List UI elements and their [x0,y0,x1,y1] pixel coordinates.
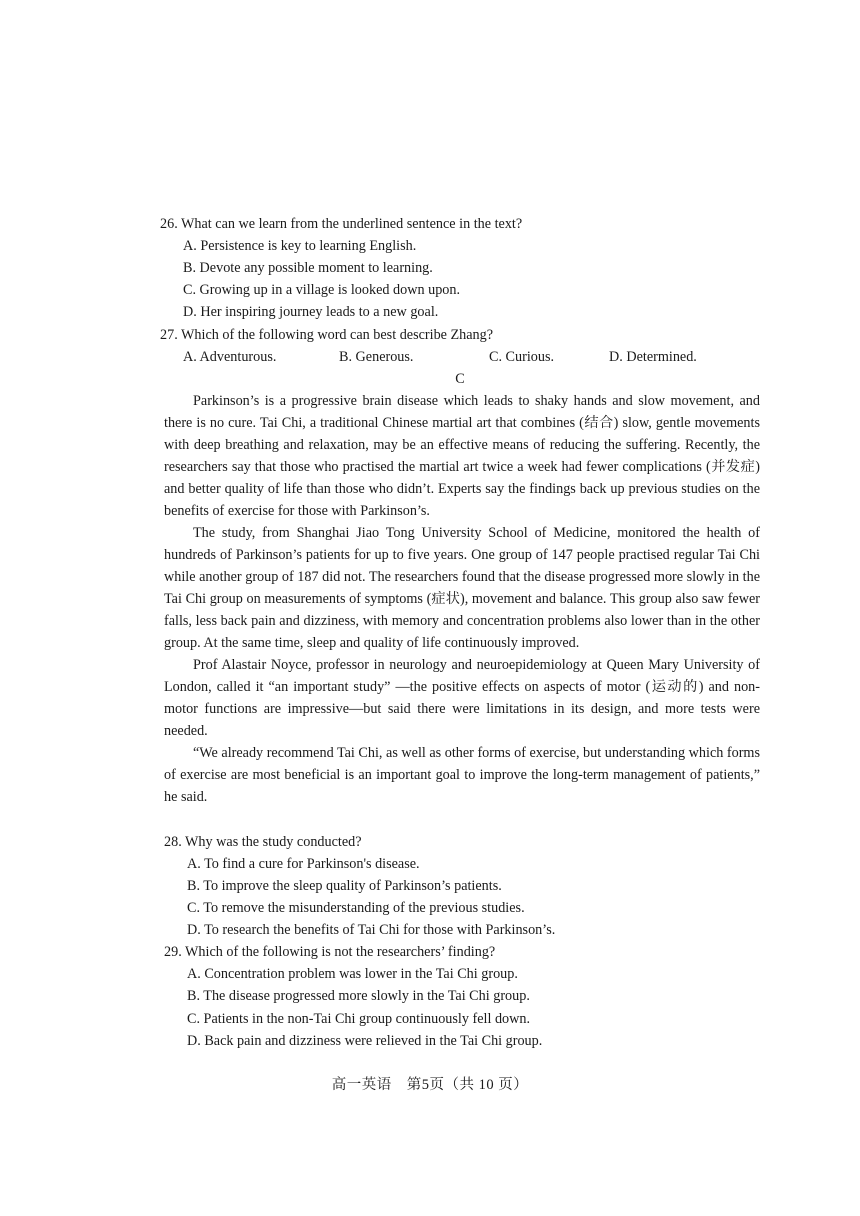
question-26-option-d: D. Her inspiring journey leads to a new goal. [183,304,439,320]
question-26-option-c: C. Growing up in a village is looked down upon. [183,282,461,298]
question-26-option-a: A. Persistence is key to learning English. [183,238,417,254]
question-28-option-c: C. To remove the misunderstanding of the previous studies. [187,900,525,916]
question-29-option-d: D. Back pain and dizziness were relieved in the Tai Chi group. [187,1033,543,1049]
passage-paragraph-1: Parkinson’s is a progressive brain disease which leads to shaky hands and slow movement, and there is no cure. Tai Chi, a traditional Chinese martial art that combines (结合) slow, gentle movements with deep breathing and relaxation, may be an effective means of reducing the suffering. Recently, the researchers say that those who practised the martial art twice a week had fewer complications (并发症) and better quality of life than those who didn’t. Experts say the findings back up previous studies on the benefits of exercise for those with Parkinson’s. [164,393,760,519]
passage-c [164,390,760,808]
question-27-options [183,346,743,368]
passage-paragraph-4: “We already recommend Tai Chi, as well as other forms of exercise, but understanding which forms of exercise are most beneficial is an important goal to improve the long-term management of patients,” he said. [164,745,760,805]
question-27-option-c: C. Curious. [489,349,555,365]
question-28-option-d: D. To research the benefits of Tai Chi for those with Parkinson’s. [187,922,556,938]
page-footer: 高一英语 第5页（共 10 页） [331,1077,529,1093]
question-27-option-d: D. Determined. [609,349,697,365]
question-28-option-b: B. To improve the sleep quality of Parkinson’s patients. [187,878,502,894]
section-letter: C [455,371,465,387]
question-29-option-b: B. The disease progressed more slowly in the Tai Chi group. [187,988,530,1004]
question-29-stem: 29. Which of the following is not the researchers’ finding? [164,944,496,960]
question-27-option-a: A. Adventurous. [183,349,277,365]
passage-paragraph-3: Prof Alastair Noyce, professor in neurology and neuroepidemiology at Queen Mary University of London, called it “an important study” —the positive effects on aspects of motor (运动的) and non-motor functions are impressive—but said there were limitations in its design, and more tests were needed. [164,657,760,739]
passage-paragraph-2: The study, from Shanghai Jiao Tong University School of Medicine, monitored the health of hundreds of Parkinson’s patients for up to five years. One group of 147 people practised regular Tai Chi while another group of 187 did not. The researchers found that the disease progressed more slowly in the Tai Chi group on measurements of symptoms (症状), movement and balance. This group also saw fewer falls, less back pain and dizziness, with memory and concentration problems also lower than in the other group. At the same time, sleep and quality of life continuously improved. [164,525,760,651]
question-29-option-a: A. Concentration problem was lower in the Tai Chi group. [187,966,518,982]
question-28-stem: 28. Why was the study conducted? [164,834,362,850]
question-28-option-a: A. To find a cure for Parkinson's disease. [187,856,420,872]
question-26-option-b: B. Devote any possible moment to learning. [183,260,433,276]
question-27-stem: 27. Which of the following word can best describe Zhang? [160,327,494,343]
question-27-option-b: B. Generous. [339,349,414,365]
question-29-option-c: C. Patients in the non-Tai Chi group continuously fell down. [187,1011,531,1027]
question-26-stem: 26. What can we learn from the underlined sentence in the text? [160,216,523,232]
